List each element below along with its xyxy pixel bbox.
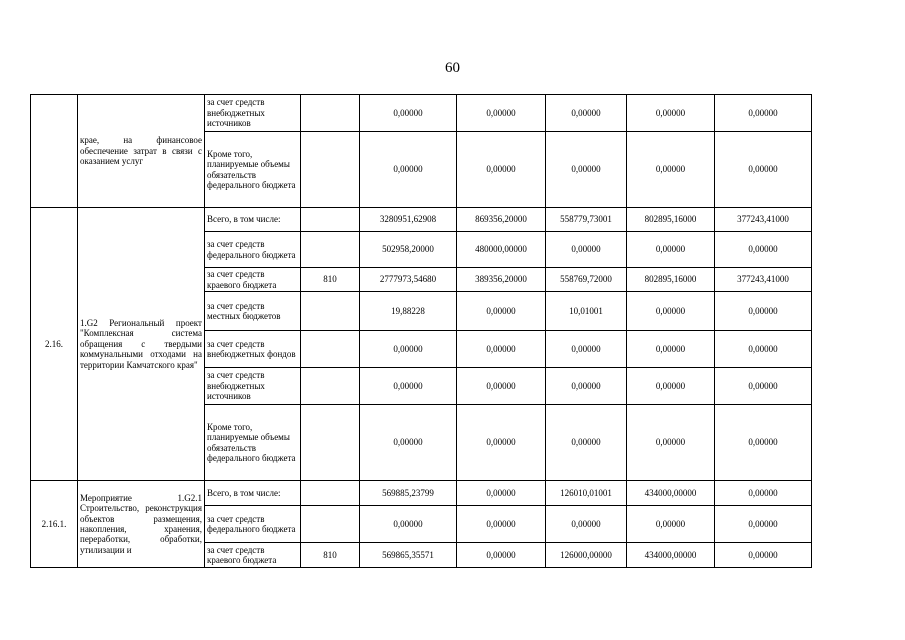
- value-cell: 0,00000: [457, 368, 546, 405]
- value-cell: 0,00000: [360, 331, 457, 368]
- table-row: [31, 95, 812, 132]
- value-cell: 0,00000: [457, 95, 546, 132]
- value-cell: 0,00000: [627, 292, 715, 331]
- value-cell: 0,00000: [457, 405, 546, 481]
- value-cell: 3280951,62908: [360, 208, 457, 232]
- value-cell: 0,00000: [715, 232, 812, 268]
- funding-source: за счет средств внебюджетных источников: [205, 95, 301, 132]
- value-cell: 0,00000: [546, 506, 627, 543]
- table-row: [31, 208, 812, 232]
- value-cell: 0,00000: [546, 405, 627, 481]
- funding-source: за счет средств федерального бюджета: [205, 232, 301, 268]
- value-cell: 126010,01001: [546, 481, 627, 506]
- value-cell: 569865,35571: [360, 543, 457, 568]
- budget-code: [301, 481, 360, 506]
- funding-source: за счет средств внебюджетных фондов: [205, 331, 301, 368]
- value-cell: 0,00000: [627, 331, 715, 368]
- row-number: 2.16.: [31, 208, 78, 481]
- funding-source: за счет средств краевого бюджета: [205, 543, 301, 568]
- budget-table: [30, 94, 812, 568]
- value-cell: 0,00000: [546, 331, 627, 368]
- budget-code: 810: [301, 543, 360, 568]
- value-cell: 0,00000: [715, 331, 812, 368]
- value-cell: 0,00000: [715, 292, 812, 331]
- value-cell: 2777973,54680: [360, 268, 457, 292]
- value-cell: 0,00000: [627, 232, 715, 268]
- budget-code: [301, 95, 360, 132]
- value-cell: 126000,00000: [546, 543, 627, 568]
- budget-code: [301, 292, 360, 331]
- value-cell: 569885,23799: [360, 481, 457, 506]
- value-cell: 0,00000: [627, 95, 715, 132]
- value-cell: 0,00000: [715, 405, 812, 481]
- value-cell: 19,88228: [360, 292, 457, 331]
- budget-code: 810: [301, 268, 360, 292]
- funding-source: за счет средств местных бюджетов: [205, 292, 301, 331]
- value-cell: 377243,41000: [715, 268, 812, 292]
- value-cell: 0,00000: [360, 405, 457, 481]
- value-cell: 0,00000: [457, 543, 546, 568]
- value-cell: 802895,16000: [627, 268, 715, 292]
- funding-source: за счет средств краевого бюджета: [205, 268, 301, 292]
- value-cell: 389356,20000: [457, 268, 546, 292]
- value-cell: 558769,72000: [546, 268, 627, 292]
- value-cell: 802895,16000: [627, 208, 715, 232]
- value-cell: 434000,00000: [627, 481, 715, 506]
- value-cell: 377243,41000: [715, 208, 812, 232]
- row-number: 2.16.1.: [31, 481, 78, 568]
- item-title: 1.G2 Региональный проект "Комплексная система обращения с твердыми коммунальными отходами на территории Камчатского края": [78, 208, 205, 481]
- value-cell: 0,00000: [627, 506, 715, 543]
- value-cell: 0,00000: [457, 132, 546, 208]
- value-cell: 558779,73001: [546, 208, 627, 232]
- value-cell: 0,00000: [715, 481, 812, 506]
- funding-source: за счет средств внебюджетных источников: [205, 368, 301, 405]
- value-cell: 0,00000: [457, 506, 546, 543]
- value-cell: 434000,00000: [627, 543, 715, 568]
- value-cell: 869356,20000: [457, 208, 546, 232]
- value-cell: 0,00000: [360, 95, 457, 132]
- value-cell: 0,00000: [715, 95, 812, 132]
- value-cell: 0,00000: [360, 506, 457, 543]
- value-cell: 0,00000: [546, 232, 627, 268]
- value-cell: 0,00000: [627, 405, 715, 481]
- funding-source: Кроме того, планируемые объемы обязательств федерального бюджета: [205, 132, 301, 208]
- value-cell: 480000,00000: [457, 232, 546, 268]
- item-title: Мероприятие 1.G2.1 Строительство, реконструкция объектов размещения, накопления, хранения, переработки, обработки, утилизации и: [78, 481, 205, 568]
- budget-code: [301, 132, 360, 208]
- page-number: 60: [445, 60, 460, 76]
- value-cell: 0,00000: [715, 132, 812, 208]
- value-cell: 0,00000: [546, 368, 627, 405]
- value-cell: 0,00000: [457, 292, 546, 331]
- funding-source: Всего, в том числе:: [205, 481, 301, 506]
- funding-source: за счет средств федерального бюджета: [205, 506, 301, 543]
- value-cell: 0,00000: [715, 506, 812, 543]
- value-cell: 0,00000: [627, 368, 715, 405]
- budget-code: [301, 232, 360, 268]
- funding-source: Кроме того, планируемые объемы обязательств федерального бюджета: [205, 405, 301, 481]
- table-row: [31, 481, 812, 506]
- item-title: крае, на финансовое обеспечение затрат в связи с оказанием услуг: [78, 95, 205, 208]
- budget-code: [301, 208, 360, 232]
- budget-code: [301, 506, 360, 543]
- value-cell: 0,00000: [715, 368, 812, 405]
- value-cell: 0,00000: [715, 543, 812, 568]
- value-cell: 10,01001: [546, 292, 627, 331]
- budget-code: [301, 331, 360, 368]
- value-cell: 0,00000: [360, 132, 457, 208]
- budget-code: [301, 405, 360, 481]
- value-cell: 0,00000: [457, 481, 546, 506]
- value-cell: 502958,20000: [360, 232, 457, 268]
- value-cell: 0,00000: [457, 331, 546, 368]
- value-cell: 0,00000: [546, 132, 627, 208]
- value-cell: 0,00000: [360, 368, 457, 405]
- value-cell: 0,00000: [546, 95, 627, 132]
- budget-code: [301, 368, 360, 405]
- row-number: [31, 95, 78, 208]
- value-cell: 0,00000: [627, 132, 715, 208]
- funding-source: Всего, в том числе:: [205, 208, 301, 232]
